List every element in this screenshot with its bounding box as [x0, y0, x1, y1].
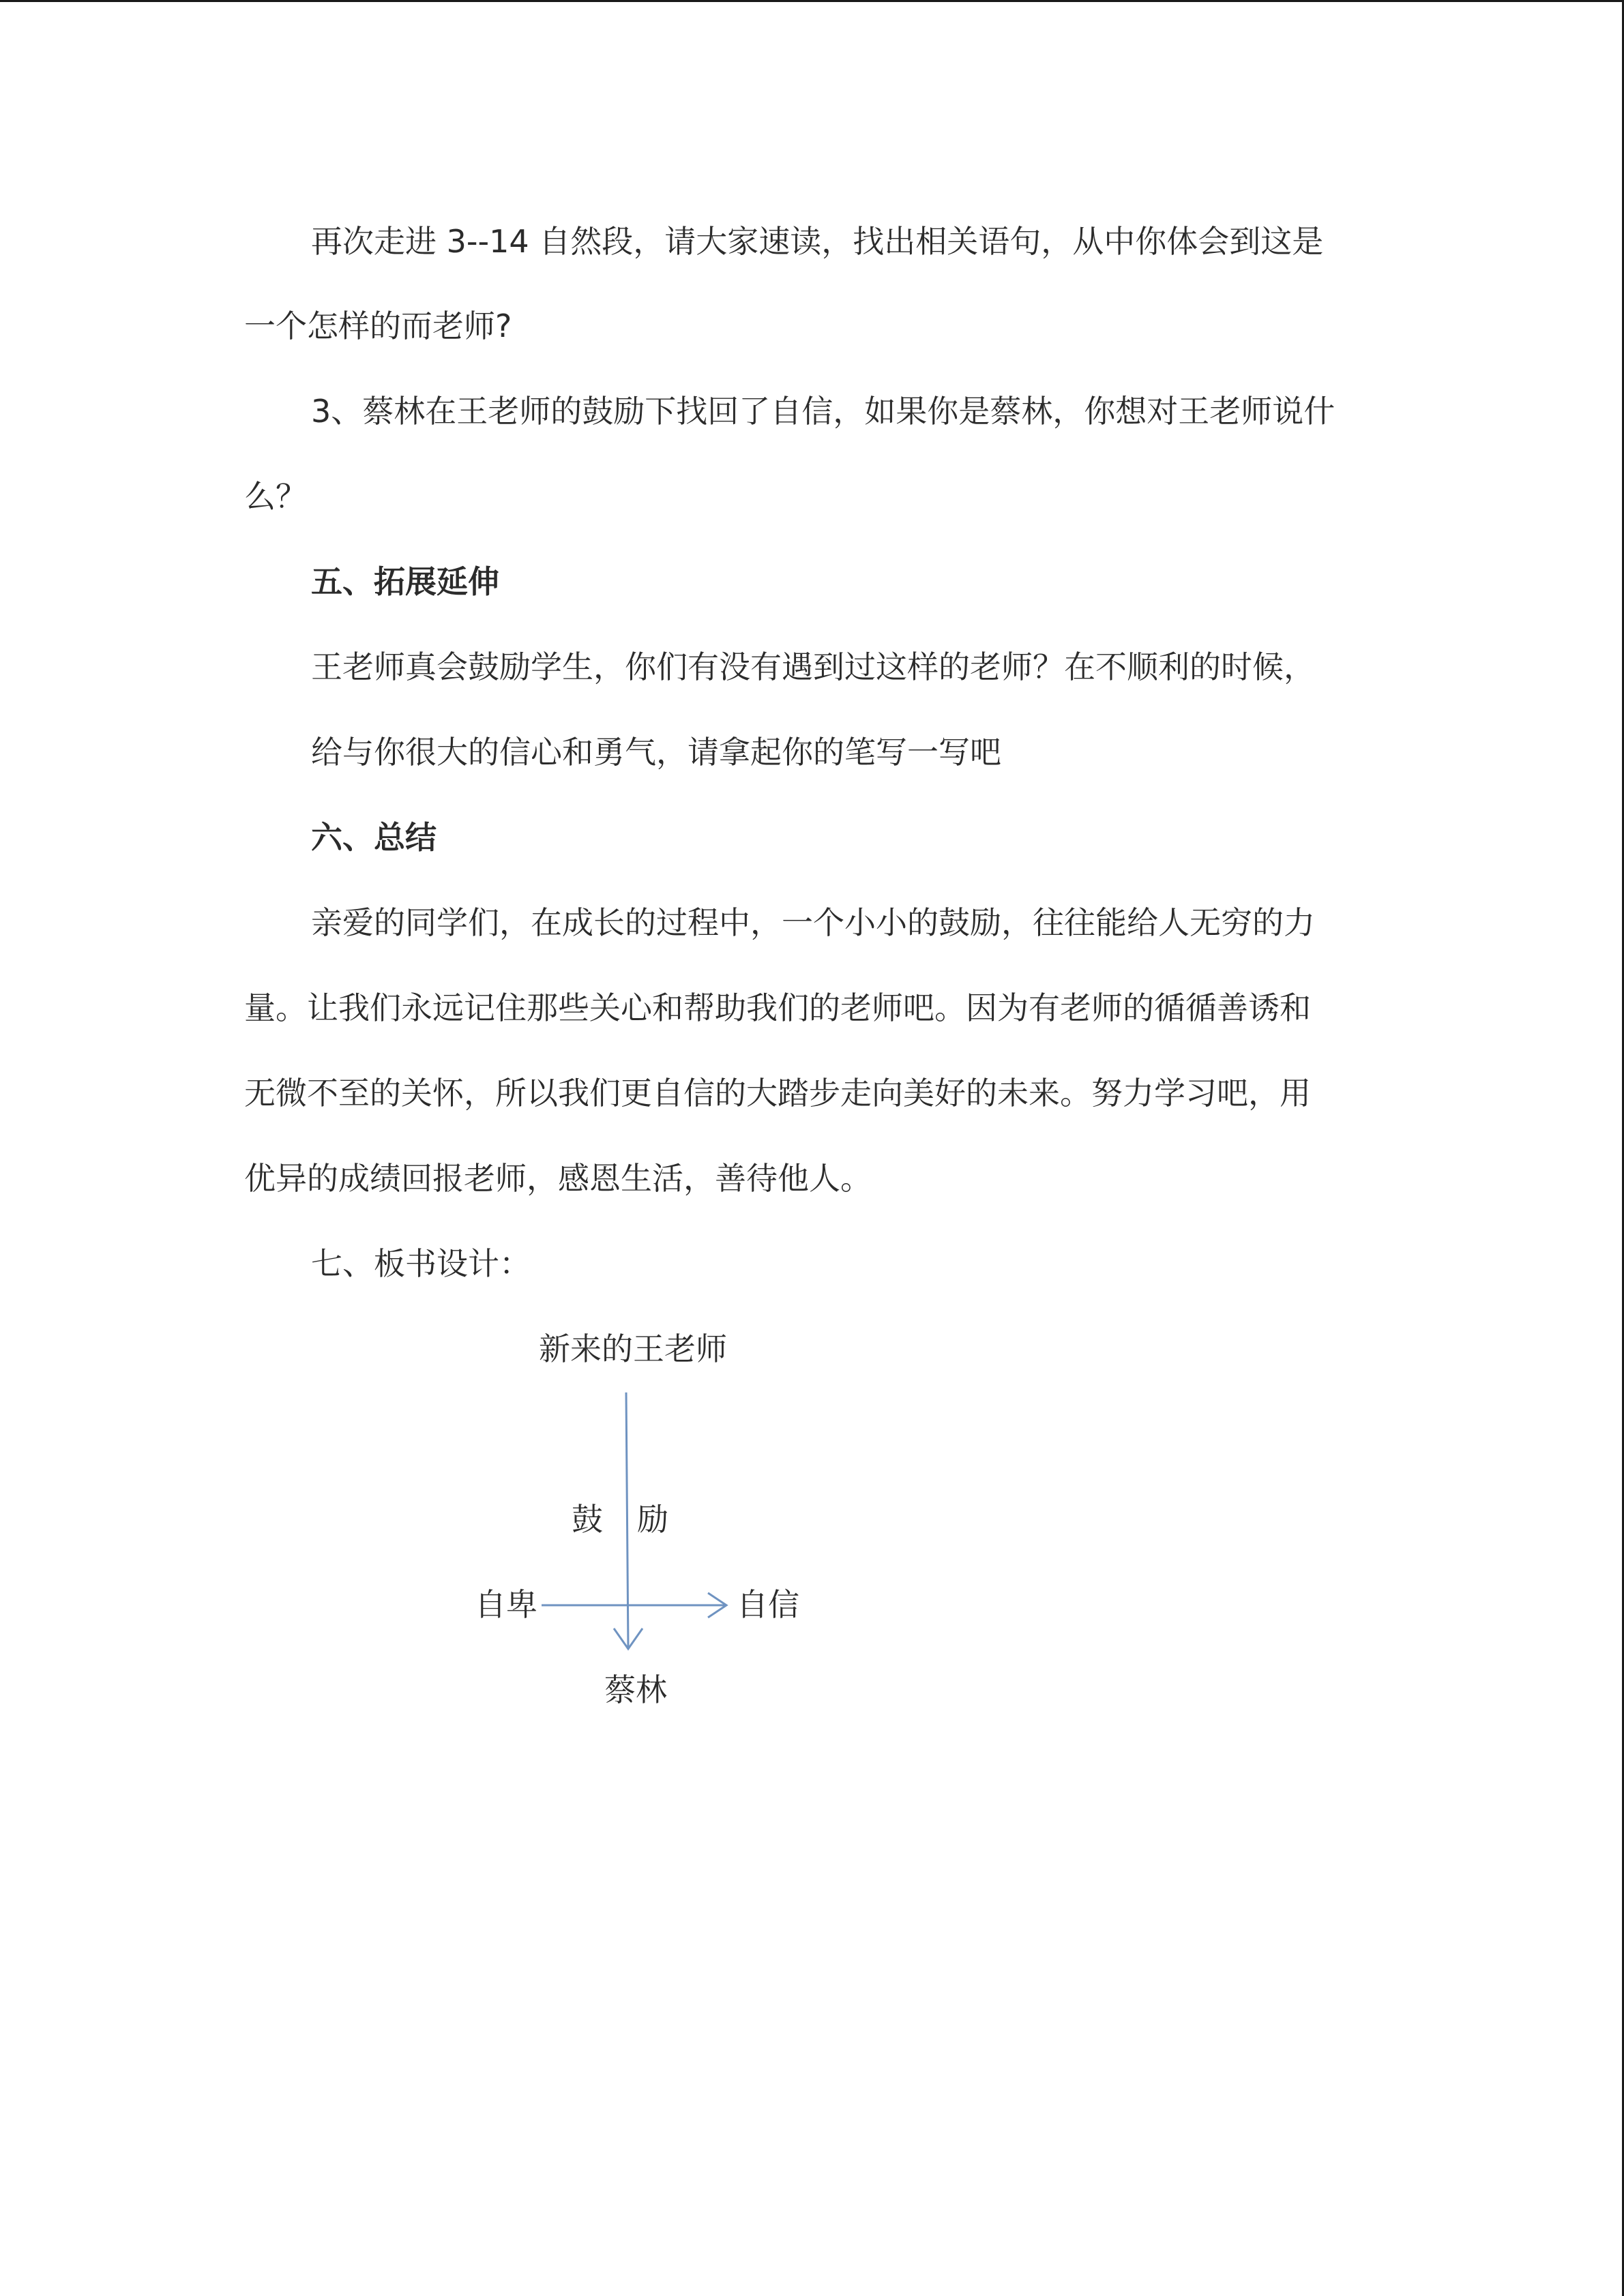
section-6-line-1: 亲爱的同学们，在成长的过程中，一个小小的鼓励，往往能给人无穷的力: [311, 904, 1315, 941]
paragraph-1-line-2: 一个怎样的而老师?: [244, 308, 512, 344]
section-6-heading: 六、总结: [311, 819, 437, 856]
diagram-top-label: 新来的王老师: [539, 1330, 727, 1367]
diagram-left-label: 自卑: [475, 1586, 537, 1623]
paragraph-1-line-1: 再次走进 3--14 自然段，请大家速读，找出相关语句，从中你体会到这是: [311, 223, 1324, 260]
section-5-line-2: 给与你很大的信心和勇气，请拿起你的笔写一写吧: [311, 734, 1001, 771]
section-6-line-3: 无微不至的关怀，所以我们更自信的大踏步走向美好的未来。努力学习吧，用: [244, 1075, 1311, 1112]
section-6-line-2: 量。让我们永远记住那些关心和帮助我们的老师吧。因为有老师的循循善诱和: [244, 989, 1311, 1026]
diagram-bottom-label: 蔡林: [604, 1671, 667, 1708]
section-5-line-1: 王老师真会鼓励学生，你们有没有遇到过这样的老师？在不顺利的时候，: [311, 648, 1315, 685]
diagram-middle-left-label: 鼓: [572, 1501, 603, 1538]
section-7-heading: 七、板书设计：: [311, 1245, 531, 1282]
paragraph-2-line-2: 么？: [244, 478, 307, 515]
section-5-heading: 五、拓展延伸: [311, 563, 499, 600]
diagram-middle-right-label: 励: [637, 1501, 668, 1538]
section-6-line-4: 优异的成绩回报老师，感恩生活，善待他人。: [244, 1160, 872, 1197]
diagram-right-label: 自信: [737, 1586, 799, 1623]
paragraph-2-line-1: 3、蔡林在王老师的鼓励下找回了自信，如果你是蔡林，你想对王老师说什: [311, 393, 1335, 430]
